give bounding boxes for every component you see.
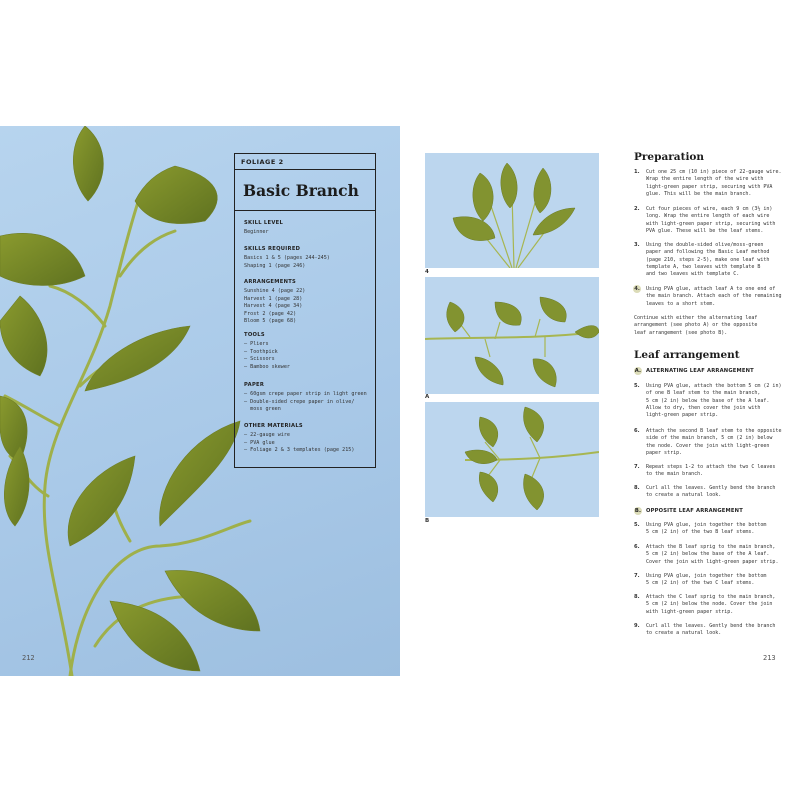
section-line: – PVA glue [244,439,275,446]
step-line: and two leaves with template C. [646,271,740,278]
step-line: to create a natural look. [646,630,722,637]
opp-step-9 [634,623,784,639]
step-number: 4. [634,286,640,292]
section-heading: TOOLS [244,332,265,338]
section-line: – Toothpick [244,348,278,355]
step-number: 7. [634,573,640,579]
photo-b [425,402,599,517]
leaf [73,126,103,201]
skill-info-box [234,153,376,468]
step-line: Attach the second B leaf stem to the opposite [646,428,782,434]
step-line: light-green paper strip, securing with PVA [646,183,773,190]
prep-step-4 [634,286,784,310]
subheading-text: ALTERNATING LEAF ARRANGEMENT [646,368,754,374]
section-paper [244,382,372,414]
opp-step-5 [634,522,784,538]
step-number: 3. [634,242,640,248]
step-line: to the main branch. [646,471,704,478]
preparation-heading: Preparation [634,151,705,163]
leaf [110,601,200,671]
step-number: 6. [634,544,640,550]
section-other-materials [244,423,372,455]
step-line: Using PVA glue, attach the bottom 5 cm (2 in) [646,383,782,389]
section-line: – 22-gauge wire [244,432,291,438]
step-line: the main branch. Attach each of the remaining [646,293,782,300]
prep-step-3 [634,242,784,280]
step-number: 8. [634,485,640,491]
left-page-photo [0,126,400,676]
step-line: Cover the join with light-green paper strip. [646,558,779,565]
step-number: 5. [634,383,640,389]
section-line: Basics 1 & 5 (pages 244-245) [244,255,330,261]
section-tools [244,332,372,371]
page-number-left: 212 [22,654,35,662]
step-line: Curl all the leaves. Gently bend the branch [646,623,776,629]
alt-step-7 [634,464,784,480]
step-line: the node. Cover the join with light-green [646,442,770,449]
alternating-subheading [634,367,754,375]
section-line: Frost 2 (page 42) [244,310,297,317]
step-number: 9. [634,623,640,629]
step-number: 1. [634,169,640,175]
step-line: 5 cm (2 in) below the base of the A leaf. [646,551,770,558]
step-line: template A, two leaves with template B [646,263,761,270]
step-line: with light-green paper strip. [646,608,734,615]
page-title: Basic Branch [243,181,359,200]
step-line: with light-green paper strip, securing with [646,220,776,227]
section-heading: ARRANGEMENTS [244,279,297,285]
leaf-arrangement-heading: Leaf arrangement [634,349,740,361]
step-line: light-green paper strip. [646,412,719,419]
note-line: Continue with either the alternating leaf [634,315,758,321]
leaf [0,233,85,285]
step-line: 5 cm (2 in) of the two C leaf stems. [646,580,755,587]
section-skills-required [244,246,372,270]
badge: A. [634,368,642,374]
step-line: Repeat steps 1-2 to attach the two C leaves [646,464,776,470]
opp-step-8 [634,594,784,618]
step-line: Attach the C leaf sprig to the main branch, [646,594,776,600]
step-line: PVA glue. These will be the leaf stems. [646,227,764,234]
step-number: 7. [634,464,640,470]
step-line: 5 cm (2 in) below the node. Cover the join [646,601,773,608]
section-line: Sunshine 4 (page 22) [244,288,306,294]
step-line: Attach the B leaf sprig to the main branch, [646,544,776,550]
section-line: Bloom 5 (page 68) [244,318,297,325]
badge: B. [634,508,642,514]
step-line: paper and following the Basic Leaf method [646,249,770,256]
step-number: 5. [634,522,640,528]
leaf [165,570,260,631]
step-line: Cut four pieces of wire, each 9 cm (3½ in) [646,206,773,212]
step-line: 5 cm (2 in) of the two B leaf stems. [646,529,755,536]
step-line: to create a natural look. [646,492,722,499]
step-line: long. Wrap the entire length of each wire [646,213,770,220]
section-arrangements [244,279,372,326]
step-number: 8. [634,594,640,600]
section-line: Shaping 1 (page 246) [244,262,306,269]
section-line: Harvest 4 (page 34) [244,303,303,310]
section-heading: SKILL LEVEL [244,220,284,226]
page-number-right: 213 [763,654,776,662]
step-line: leaves to a short stem. [646,300,716,307]
leaf [135,166,217,224]
section-heading: PAPER [244,382,265,388]
step-line: 5 cm (2 in) below the base of the A leaf. [646,397,770,404]
step-line: Using PVA glue, join together the bottom [646,573,767,579]
step-line: Using PVA glue, join together the bottom [646,522,767,528]
step-line: paper strip. [646,449,683,456]
leaf [0,296,47,376]
step-number: 2. [634,206,640,212]
section-skill-level [244,220,372,237]
prep-step-1 [634,169,784,199]
step-line: of one B leaf stem to the main branch, [646,390,761,397]
photo-label-4: 4 [425,269,429,275]
photo-label-a: A [425,394,430,400]
section-line: – Bamboo skewer [244,363,291,370]
step-line: Using the double-sided olive/moss-green [646,242,764,248]
step-line: Curl all the leaves. Gently bend the branch [646,485,776,491]
alt-step-6 [634,428,784,458]
alt-step-5 [634,383,784,421]
prep-note [634,315,784,337]
alt-step-8 [634,485,784,501]
note-line: arrangement (see photo A) or the opposite [634,322,758,329]
book-spread [0,126,800,676]
step-line: (page 210, steps 2-5), make one leaf with [646,256,770,263]
opp-step-7 [634,573,784,589]
leaf [160,421,240,526]
category-label: FOLIAGE 2 [235,154,375,170]
step-line: Allow to dry, then cover the join with [646,404,761,411]
step-line: side of the main branch, 5 cm (2 in) below [646,435,773,442]
subheading-text: OPPOSITE LEAF ARRANGEMENT [646,508,743,514]
photo-step-4 [425,153,599,268]
step-number: 6. [634,428,640,434]
section-line: Harvest 1 (page 28) [244,295,303,302]
photo-label-b: B [425,518,430,524]
section-line: – Scissors [244,356,275,363]
prep-step-2 [634,206,784,236]
step-line: glue. This will be the main branch. [646,190,752,197]
opposite-subheading [634,507,743,515]
section-line: – 60gsm crepe paper strip in light green [244,391,367,397]
section-line: moss green [244,406,281,413]
step-line: Using PVA glue, attach leaf A to one end of [646,286,776,292]
opp-step-6 [634,544,784,568]
divider [235,210,375,211]
leaf [4,446,29,526]
note-line: leaf arrangement (see photo B). [634,329,728,336]
section-heading: SKILLS REQUIRED [244,246,301,252]
photo-a [425,277,599,394]
section-line: Beginner [244,229,269,235]
section-heading: OTHER MATERIALS [244,423,303,429]
section-line: – Foliage 2 & 3 templates (page 215) [244,447,355,454]
section-line: – Double-sided crepe paper in olive/ [244,398,355,405]
step-line: Cut one 25 cm (10 in) piece of 22-gauge wire. [646,169,782,175]
section-line: – Pliers [244,341,269,347]
step-line: Wrap the entire length of the wire with [646,176,764,183]
